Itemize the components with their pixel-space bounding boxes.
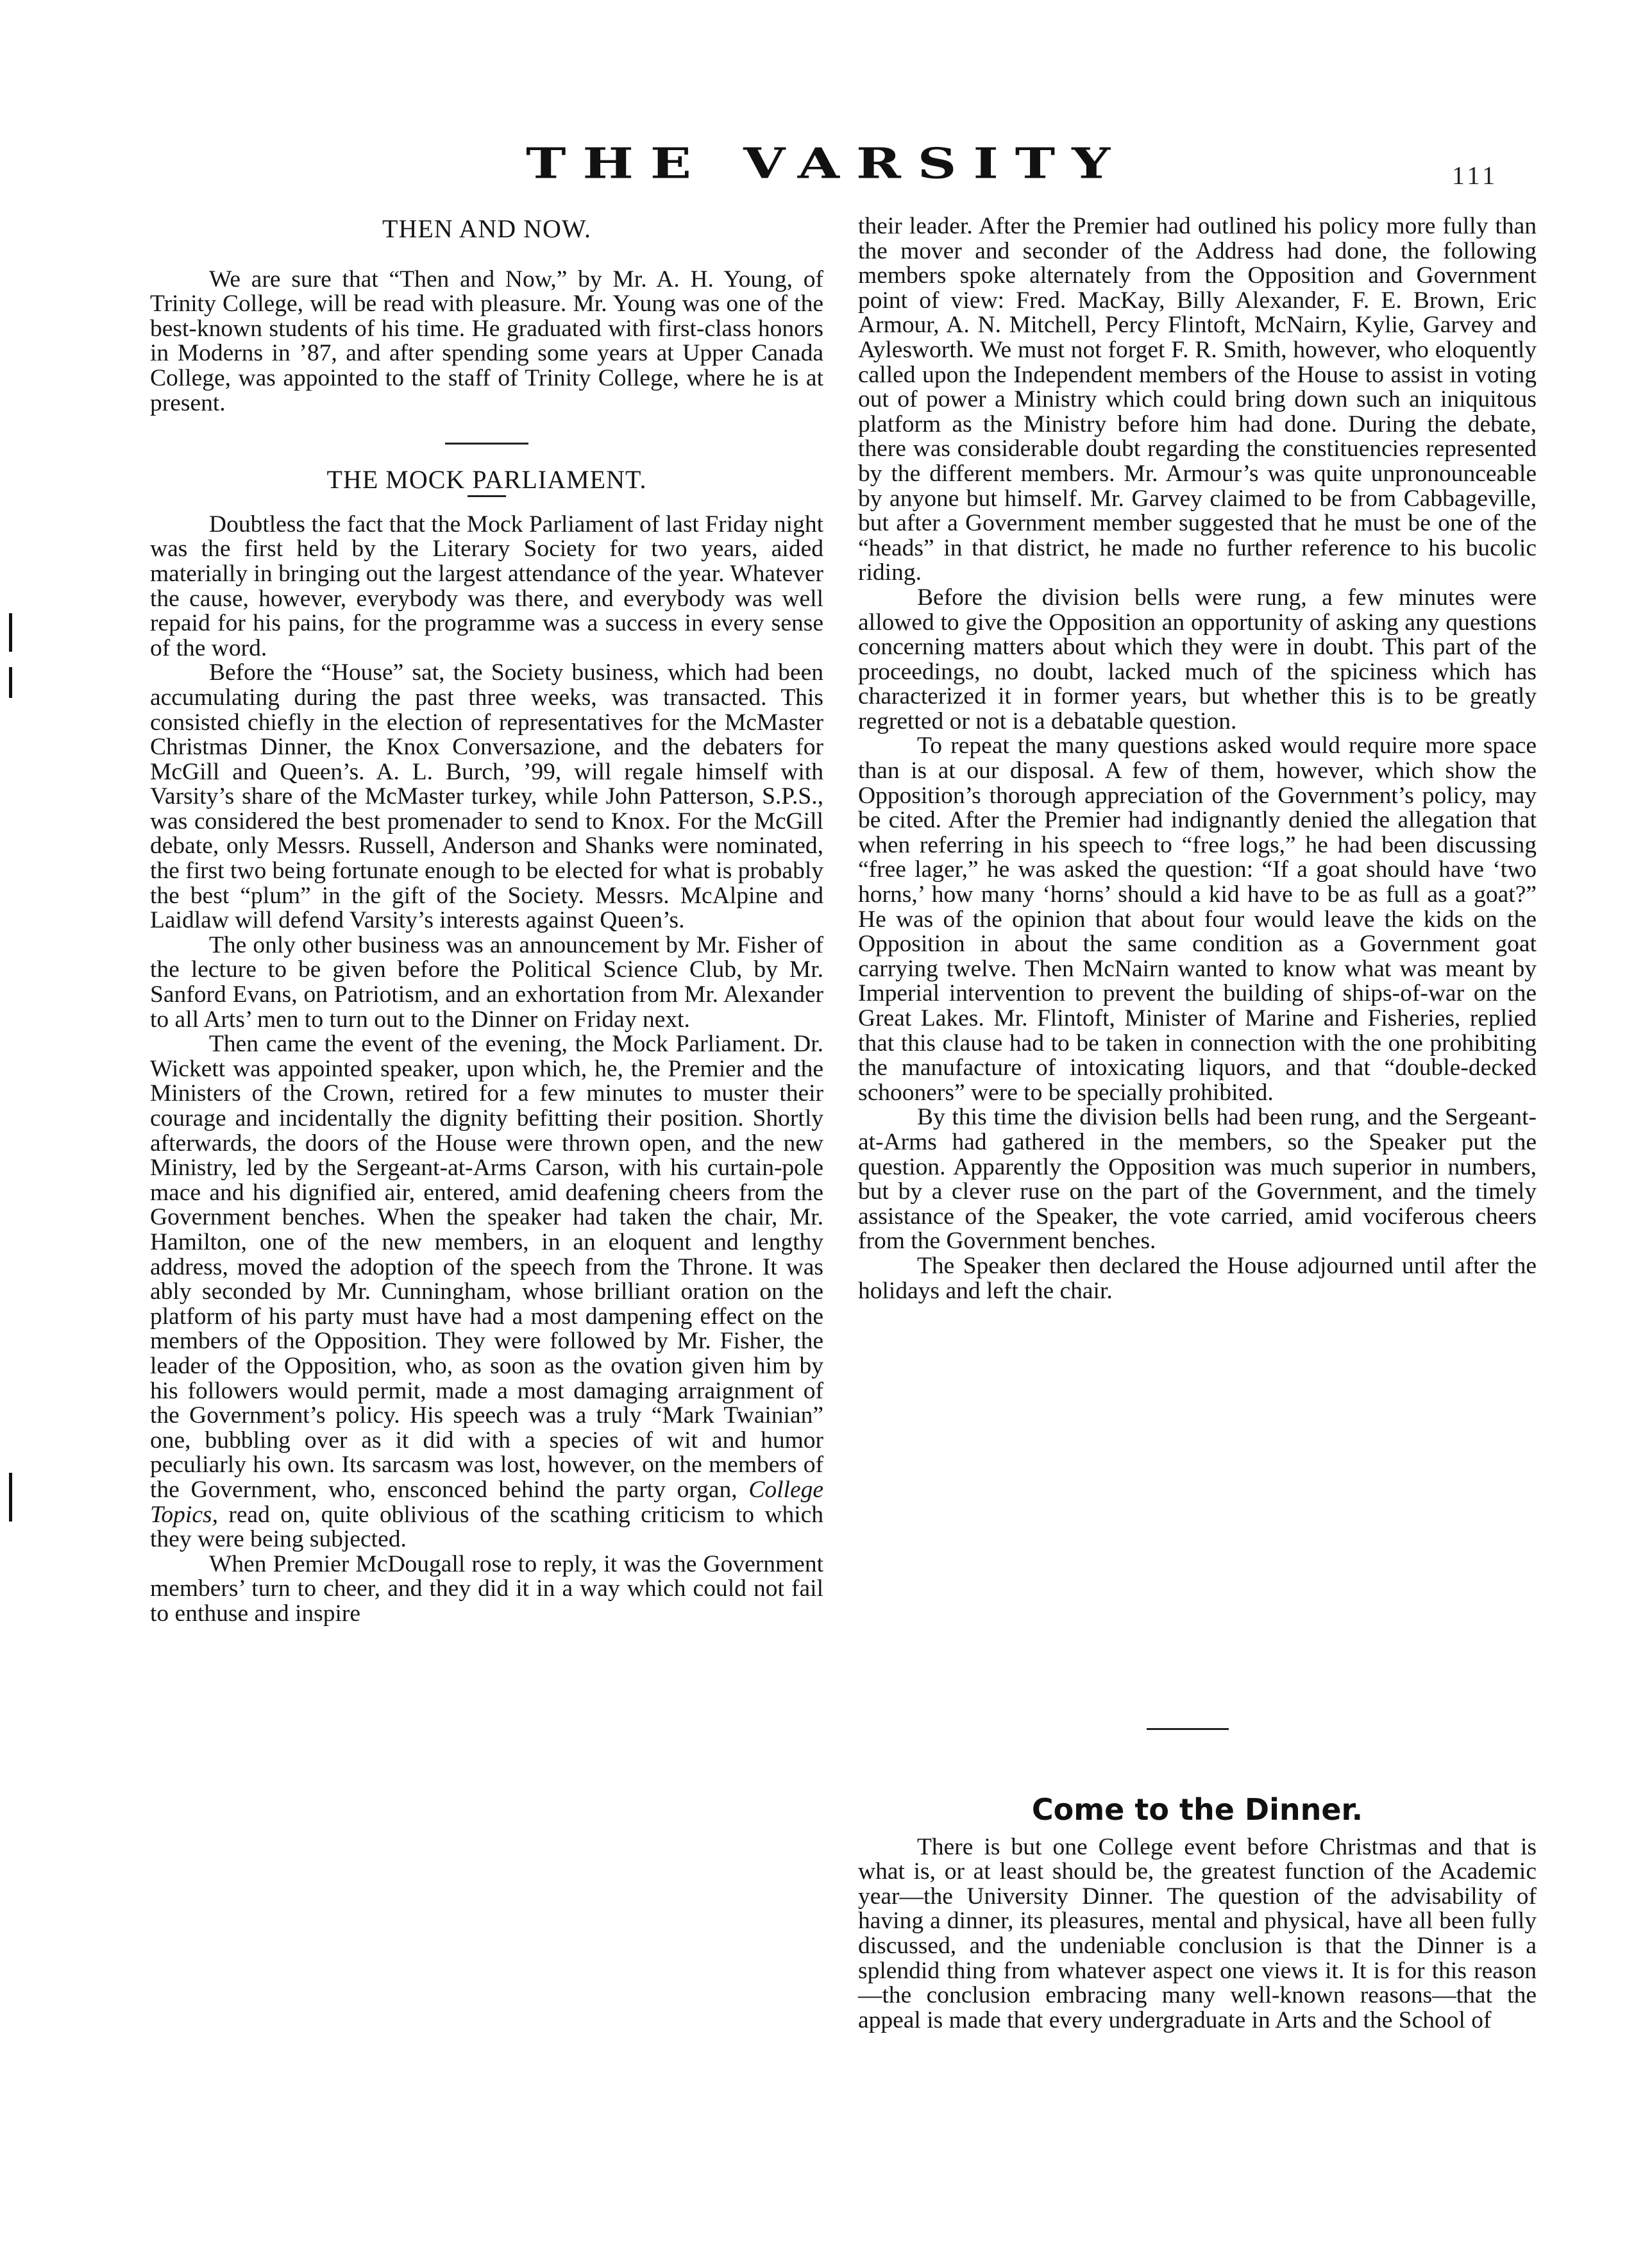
page-number: 111 [1452,161,1499,190]
come-to-dinner-heading: Come to the Dinner. [1031,1792,1363,1827]
college-topics-title: College Topics, [150,1476,823,1528]
section-divider [1147,1728,1229,1730]
mock-parliament-heading: THE MOCK PARLIAMENT. [326,465,647,495]
margin-mark [9,1473,12,1522]
mock-parliament-paragraph: When Premier McDougall rose to reply, it was the Government members’ turn to cheer, and they did it in a way which could not fail to enthuse and inspire [150,1550,823,1627]
dinner-article [858,1792,1537,2033]
mock-parliament-paragraph: Before the “House” sat, the Society business, which had been accumulating during the past three weeks, was transacted. This consisted chiefly in the election of representatives for the McMaster Christmas Dinner, the Knox Conversazione, and the debaters for McGill and Queen’s. A. L. Burch, ’99, will regale himself with Varsity’s share of the McMaster turkey, while John Patterson, S.P.S., was considered the best promenader to send to Knox. For the McGill debate, only Messrs. Russell, Anderson and Shanks were nominated, the first two being fortunate enough to be elected for what is probably the best “plum” in the gift of the Society. Messrs. McAlpine and Laidlaw will defend Varsity’s interests against Queen’s. [150,659,823,934]
dinner-paragraph: There is but one College event before Christmas and that is what is, or at least should be, the greatest function of the Academic year—the University Dinner. The question of the advisability of having a dinner, its pleasures, mental and physical, have all been fully discussed, and the undeniable conclusion is that the Dinner is a splendid thing from whatever aspect one views it. It is for this reason—the conclusion embracing many well-known reasons—that the appeal is made that every undergraduate in Arts and the School of [858,1833,1537,2033]
heading-underline [468,495,506,497]
paragraph-text: Then came the event of the evening, the Mock Parliament. Dr. Wickett was appointed speaker, upon which, he, the Premier and the Ministers of the Crown, retired for a few minutes to muster their courage and incidentally the dignity befitting their position. Shortly afterwards, the doors of the House were thrown open, and the new Ministry, led by the Sergeant-at-Arms Carson, with his curtain-pole mace and his dignified air, entered, amid deafening cheers from the Government benches. When the speaker had taken the chair, Mr. Hamilton, one of the new members, in an eloquent and lengthy address, moved the adoption of the speech from the Throne. It was ably seconded by Mr. Cunningham, whose brilliant oration on the platform of his party must have had a most dampening effect on the members of the Opposition. They were followed by Mr. Fisher, the leader of the Opposition, who, as soon as the ovation given him by his followers would permit, made a most damaging arraignment of the Government’s policy. His speech was a truly “Mark Twainian” one, bubbling over as it did with a species of wit and humor peculiarly his own. Its sarcasm was lost, however, on the members of the Government, who, ensconced behind the party organ, [150,1031,823,1503]
paragraph-text: read on, quite oblivious of the scathing criticism to which they were being subjected. [150,1501,824,1553]
mock-parliament-paragraph: By this time the division bells had been rung, and the Sergeant-at-Arms had gathered in the members, so the Speaker put the question. Apparently the Opposition was much superior in numbers, but by a clever ruse on the part of the Government, and the timely assistance of the Speaker, the vote carried, amid vociferous cheers from the Government benches. [858,1104,1537,1255]
mock-parliament-paragraph [150,1032,823,1552]
mock-parliament-continued: their leader. After the Premier had outlined his policy more fully than the mover and seconder of the Address had done, the following members spoke alternately from the Opposition and Government point of view: Fred. MacKay, Billy Alexander, F. E. Brown, Eric Armour, A. N. Mitchell, Percy Flintoft, McNairn, Kylie, Garvey and Aylesworth. We must not forget F. R. Smith, however, who eloquently called upon the Independent members of the House to assist in voting out of power a Ministry which could bring down such an iniquitous platform as the Ministry before him had done. During the debate, there was considerable doubt regarding the constituencies represented by the different members. Mr. Armour’s was quite unpronounceable by anyone but himself. Mr. Garvey claimed to be from Cabbageville, but after a Government member suggested that he must be one of the “heads” in that district, he made no further reference to his bucolic riding. [858,213,1537,586]
spacer [150,242,823,267]
right-column [858,214,1537,1303]
mock-parliament-paragraph: The only other business was an announcement by Mr. Fisher of the lecture to be given before the Political Science Club, by Mr. Sanford Evans, on Patriotism, and an exhortation from Mr. Alexander to all Arts’ men to turn out to the Dinner on Friday next. [150,931,823,1033]
mock-parliament-paragraph: The Speaker then declared the House adjourned until after the holidays and left the chair. [858,1252,1537,1304]
mock-parliament-paragraph: Before the division bells were rung, a few minutes were allowed to give the Opposition an opportunity of asking any questions concerning matters about which they were in doubt. This part of the proceedings, no doubt, lacked much of the spiciness which has characterized it in former years, but whether this is to be greatly regretted or not is a debatable question. [858,584,1537,734]
section-divider [445,443,528,445]
mock-parliament-paragraph: To repeat the many questions asked would require more space than is at our disposal. A few of them, however, which show the Opposition’s thorough appreciation of the Government’s policy, may be cited. After the Premier had indignantly denied the allegation that when referring in his speech to “free logs,” he had been discussing “free lager,” he was asked the question: “If a goat should have ‘two horns,’ how many ‘horns’ should a kid have to be as full as a goat?” He was of the opinion that about four would leave the kids on the Opposition in about the same condition as a Government goat carrying twelve. Then McNairn wanted to know what was meant by Imperial intervention to prevent the building of ships-of-war on the Great Lakes. Mr. Flintoft, Minister of Marine and Fisheries, replied that this clause had to be taken in connection with the one prohibiting the manufacture of intoxicating liquors, and that “double-decked schooners” were to be specially prohibited. [858,733,1537,1106]
margin-mark [9,613,12,652]
mock-parliament-paragraph: Doubtless the fact that the Mock Parliament of last Friday night was the first held by the Literary Society for two years, aided materially in bringing out the largest attendance of the year. Whatever the cause, however, everybody was there, and everybody was well repaid for his pains, for the programme was a success in every sense of the word. [150,511,823,661]
left-column [150,214,823,1626]
masthead-title: THE VARSITY [526,138,1127,188]
then-and-now-paragraph: We are sure that “Then and Now,” by Mr. A. H. Young, of Trinity College, will be read with pleasure. Mr. Young was one of the best-known students of his time. He graduated with first-class honors in Moderns in ’87, and after spending some years at Upper Canada College, was appointed to the staff of Trinity College, where he is at present. [150,266,823,416]
margin-mark [9,667,12,698]
then-and-now-heading: THEN AND NOW. [382,214,591,243]
